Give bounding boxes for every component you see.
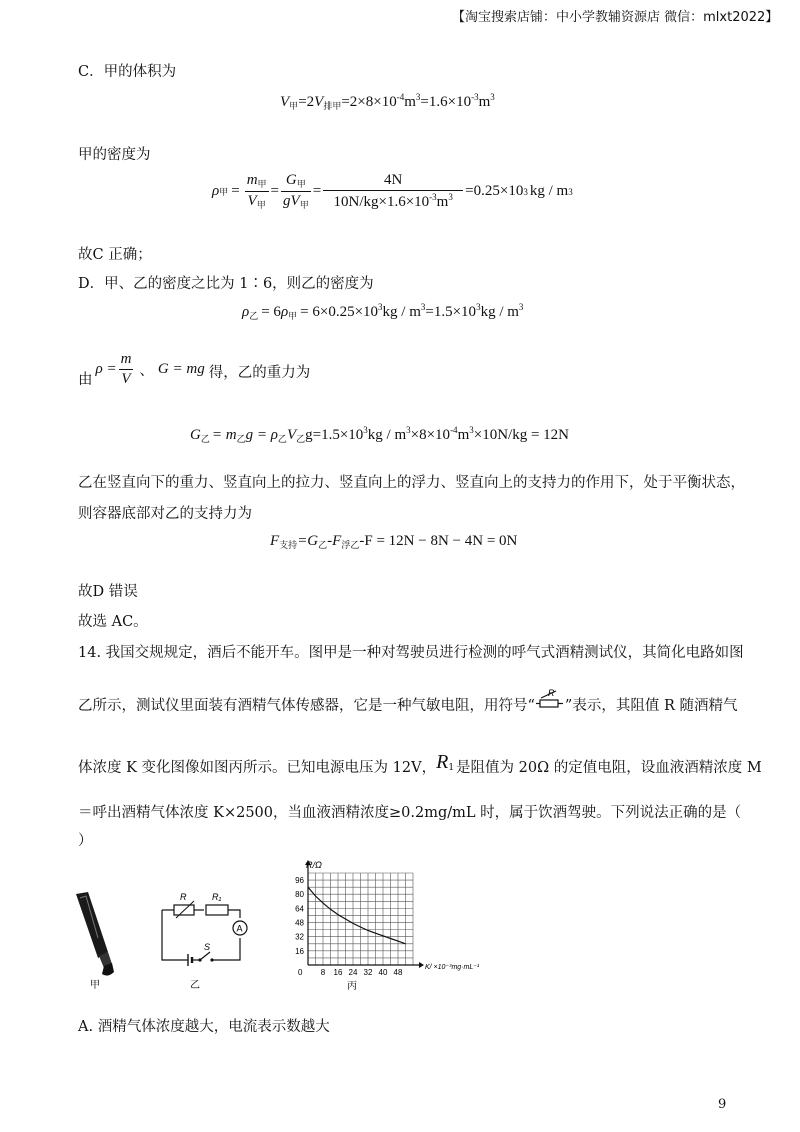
q14-line-2b: ”表示，其阻值 R 随酒精气 [564,698,738,714]
eq-g: =G [297,533,319,549]
sub-jia: 甲 [219,187,229,197]
exp: 3 [476,302,481,312]
unit-m: m [478,94,491,110]
g-eq-mg: G = mg [157,361,205,377]
exp-three: 3 [448,192,453,202]
circuit-wires [162,910,240,960]
q14-line-2a: 乙所示，测试仪里面装有酒精气体传感器，它是一种气敏电阻，用符号“ [78,698,535,714]
denominator: 10N/kg×1.6×10 [333,194,430,210]
switch-pivot [198,958,201,961]
unit-m: m [457,427,470,443]
page-number: 9 [718,1097,727,1112]
x-axis-arrow [419,962,424,968]
mid: =1.6×10 [420,94,472,110]
breathalyzer-figure [68,888,128,998]
circuit-figure [150,888,260,998]
q14-line-1: 14. 我国交规规定，酒后不能开车。图甲是一种对驾驶员进行检测的呼气式酒精测试仪，其简化电路如图 [78,645,744,661]
exp: -4 [396,92,405,102]
c-volume-formula [280,92,495,112]
var-v: V [280,94,290,110]
y-tick-label: 48 [295,918,304,928]
unit: kg / m [367,427,407,443]
d-weight-formula [190,425,569,445]
c-density-formula [212,172,573,211]
sub-one: 1 [448,763,455,773]
eq-six: = 6 [261,304,281,320]
exp-three: 3 [490,92,495,102]
option-a: A. 酒精气体浓度越大，电流表示数越大 [78,1019,330,1035]
var-rho: ρ [242,304,250,320]
sep: 、 [139,363,154,379]
unit-m: m [436,194,449,210]
y-tick-label: 80 [295,890,304,900]
choose-answer: 故选 AC。 [78,614,148,630]
var-g: G [190,427,201,443]
sub-jia: 甲 [257,179,267,189]
q14-line-3a: 体浓度 K 变化图像如图丙所示。已知电源电压为 12V， [78,760,437,776]
var-r1: R [436,751,449,773]
y-tick-label: 96 [295,876,304,886]
sub-yi: 乙 [318,540,328,550]
fig-jia-label: 甲 [90,980,100,991]
g-rho: g = ρ [245,427,278,443]
sub-jia: 甲 [296,179,306,189]
sub-zhi: 支持 [279,540,298,550]
sub-jia: 甲 [256,200,266,210]
var-v: V [247,193,257,209]
var-v: V [314,94,324,110]
resistor-r1-label: R₁ [212,892,222,902]
fixed-resistor-r1 [206,905,228,915]
sub-jia: 甲 [289,101,299,111]
switch-icon [200,952,210,960]
eq-m: = m [211,427,237,443]
q14-line-3 [78,751,762,778]
exp: -3 [471,92,479,102]
x-tick-label: 32 [363,968,373,977]
sub-pai: 排甲 [323,101,342,111]
exp: 3 [378,302,383,312]
from-prefix: 由 [78,372,93,388]
chart-grid [308,873,413,965]
eq: = [312,183,322,199]
sub-jia: 甲 [299,200,309,210]
x-tick-label: 40 [378,968,388,977]
exp-three: 3 [415,92,421,102]
var-f: F [270,533,280,549]
x-tick-label: 16 [333,968,343,977]
var-rho: ρ [280,304,289,320]
exp-three: 3 [406,425,411,435]
tail: -F = 12N − 8N − 4N = 0N [359,533,518,549]
eq: = [231,183,240,199]
var-rho: ρ [212,183,220,199]
mid: ×8×10 [410,427,451,443]
x-tick-label: 48 [393,968,403,977]
chart-ylabel: R/Ω [306,860,322,870]
q14-line-3b: 是阻值为 20Ω 的定值电阻，设血液酒精浓度 M [456,760,762,776]
var-gv: gV [283,193,300,209]
sub-yi: 乙 [249,311,259,321]
breathalyzer-device-icon [76,892,114,976]
symbol-r-label: R [547,688,555,698]
exp: -4 [450,425,458,435]
switch-label: S [204,942,211,952]
q14-line-2 [78,688,738,719]
from-suffix: 得，乙的重力为 [208,365,311,381]
minus-f: -F [327,533,342,549]
rho-eq: ρ = [95,361,117,377]
chart-xlabel: K/ ×10⁻³mg·mL⁻¹ [425,964,480,971]
header-shop-text: 【淘宝搜索店铺：中小学教辅资源店 微信：mlxt2022】 [452,10,779,25]
gas-sensor-resistor-symbol [536,687,564,713]
frac-m-v [245,172,269,211]
d-analysis-2: 则容器底部对乙的支持力为 [78,506,252,522]
exp: -3 [429,192,437,202]
from-formula-line [78,350,310,389]
x-tick-label: 8 [320,968,326,977]
var-m: m [119,351,134,370]
unit: kg / m [529,183,569,199]
var-v: V [286,427,297,443]
rhs: =2×8×10 [341,94,397,110]
sub-yi: 乙 [277,434,287,444]
end: ×10N/kg = 12N [473,427,569,443]
numerator: 4N [323,172,463,191]
exp: 3 [523,186,528,197]
unit: kg / m [382,304,421,320]
d-label: D．甲、乙的密度之比为 1∶6，则乙的密度为 [78,276,374,292]
var-m: m [246,172,258,188]
c-label: C．甲的体积为 [78,64,177,80]
exp-three: 3 [469,425,474,435]
ammeter-label: A [236,923,243,934]
d-wrong: 故D 错误 [78,584,138,600]
frac-m-over-v [119,351,134,388]
g-value: g=1.5×10 [305,427,364,443]
frac-numeric [323,172,463,211]
sub-yi: 乙 [296,434,306,444]
eq-two: =2 [298,94,315,110]
unit-m: m [404,94,416,110]
y-tick-label: 64 [295,904,304,914]
end: =1.5×10 [425,304,477,320]
y-tick-label: 16 [295,946,304,956]
sub-yi: 乙 [200,434,210,444]
unit: kg / m [480,304,519,320]
exp-three: 3 [518,302,524,312]
eq: = [270,183,280,199]
chart-origin: 0 [298,968,303,977]
r-vs-k-chart [280,855,495,990]
exp-three: 3 [568,186,573,197]
sub-fu: 浮乙 [341,540,360,550]
q14-line-4: ＝呼出酒精气体浓度 K×2500，当血液酒精浓度≥0.2mg/mL 时，属于饮酒驾驶。下列说法正确的是（ [78,805,742,821]
result: =0.25×10 [465,183,524,199]
y-tick-label: 32 [295,932,304,942]
mid: = 6×0.25×10 [300,304,379,320]
d-support-formula [270,533,517,551]
var-g: G [285,172,297,188]
var-v: V [121,371,131,387]
d-density-formula [242,302,523,322]
d-analysis-1: 乙在竖直向下的重力、竖直向上的拉力、竖直向上的浮力、竖直向上的支持力的作用下，处于平衡状态， [78,475,745,491]
resistor-r-label: R [180,892,187,902]
q14-line-5: ） [78,833,93,849]
sub-jia: 甲 [288,311,298,321]
switch-contact [210,958,213,961]
x-tick-label: 24 [348,968,358,977]
c-correct: 故C 正确； [78,247,152,263]
exp-three: 3 [420,302,426,312]
exp: 3 [363,425,368,435]
frac-g-gv [281,172,311,211]
fig-bing-label: 丙 [347,981,357,990]
fig-yi-label: 乙 [190,980,200,991]
density-label: 甲的密度为 [78,147,151,163]
sub-yi: 乙 [236,434,246,444]
